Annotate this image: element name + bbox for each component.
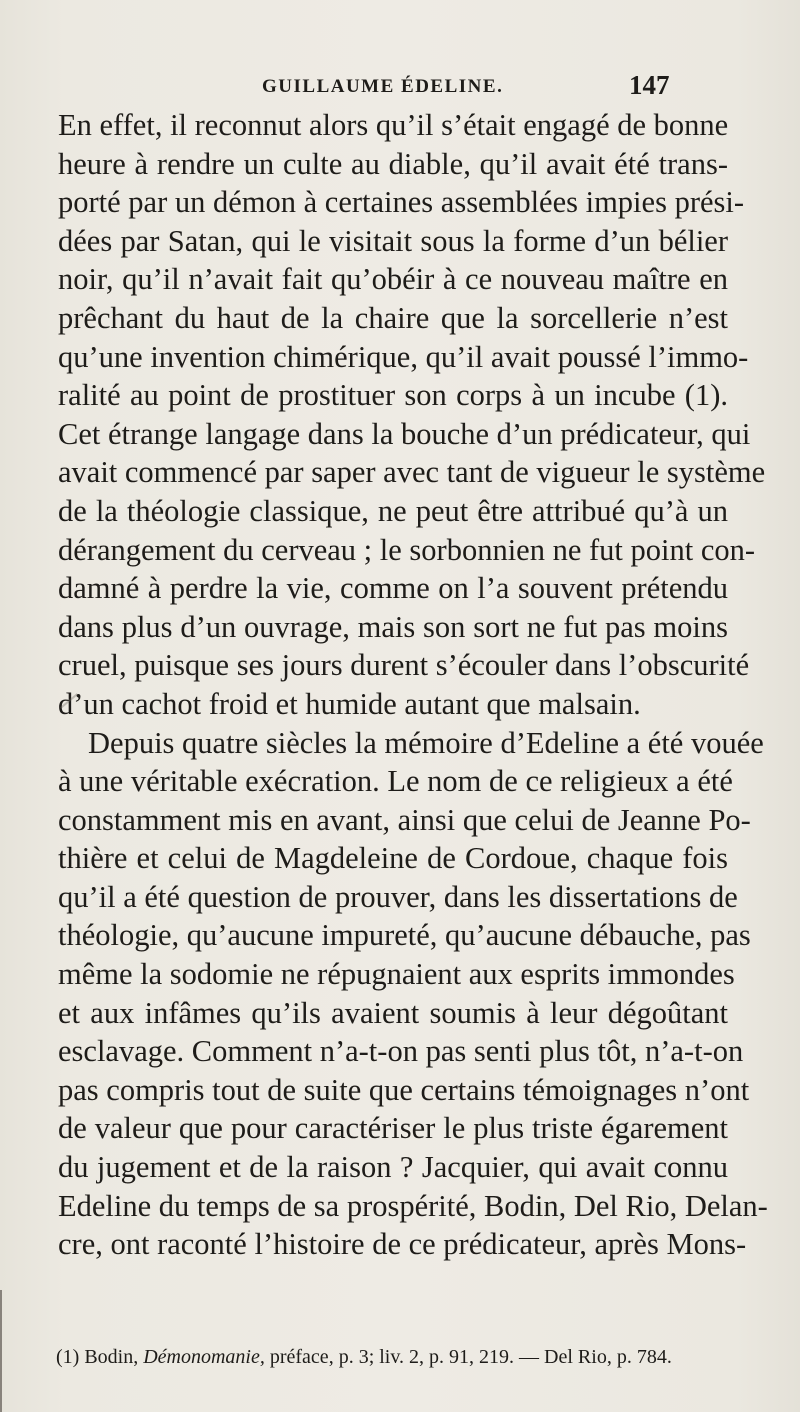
text-line: damné à perdre la vie, comme on l’a souvent prétendu (58, 571, 728, 606)
text-line: porté par un démon à certaines assemblées impies prési- (58, 185, 745, 220)
text-line: ralité au point de prostituer son corps à un incube (1). (58, 378, 728, 413)
text-line: de la théologie classique, ne peut être attribué qu’à un (58, 493, 728, 528)
text-line: avait commencé par saper avec tant de vigueur le système (58, 455, 766, 490)
text-line: noir, qu’il n’avait fait qu’obéir à ce nouveau maître en (58, 262, 728, 297)
text-line: qu’une invention chimérique, qu’il avait poussé l’immo- (58, 339, 749, 374)
text-line: même la sodomie ne répugnaient aux esprits immondes (58, 957, 735, 992)
text-line: et aux infâmes qu’ils avaient soumis à leur dégoûtant (58, 995, 728, 1030)
page-edge-shadow (0, 1290, 2, 1412)
text-line: heure à rendre un culte au diable, qu’il avait été trans- (58, 146, 728, 181)
text-line: d’un cachot froid et humide autant que malsain. (58, 686, 641, 721)
text-line: thière et celui de Magdeleine de Cordoue, chaque fois (58, 841, 728, 876)
text-line: du jugement et de la raison ? Jacquier, qui avait connu (58, 1150, 728, 1185)
footnote (56, 1346, 746, 1369)
text-line: théologie, qu’aucune impureté, qu’aucune débauche, pas (58, 918, 751, 953)
page-number: 147 (629, 70, 670, 100)
text-line: En effet, il reconnut alors qu’il s’était engagé de bonne (58, 108, 729, 142)
body-text (58, 106, 768, 1264)
text-line: dans plus d’un ouvrage, mais son sort ne fut pas moins (58, 609, 728, 644)
text-line: à une véritable exécration. Le nom de ce religieux a été (58, 764, 733, 799)
text-line: Edeline du temps de sa prospérité, Bodin, Del Rio, Delan- (58, 1188, 768, 1223)
text-line: Depuis quatre siècles la mémoire d’Edeline a été vouée (88, 725, 764, 760)
text-line: Cet étrange langage dans la bouche d’un prédicateur, qui (58, 416, 751, 451)
footnote-reference: préface, p. 3; liv. 2, p. 91, 219. — Del Rio, p. 784. (269, 1346, 672, 1368)
text-line: qu’il a été question de prouver, dans les dissertations de (58, 879, 738, 914)
text-line: esclavage. Comment n’a-t-on pas senti plus tôt, n’a-t-on (58, 1034, 744, 1069)
text-line: prêchant du haut de la chaire que la sorcellerie n’est (58, 300, 728, 335)
text-line: cruel, puisque ses jours durent s’écouler dans l’obscurité (58, 648, 750, 683)
footnote-marker: (1) Bodin, (56, 1346, 139, 1368)
text-line: de valeur que pour caractériser le plus triste égarement (58, 1111, 728, 1146)
text-line: constamment mis en avant, ainsi que celui de Jeanne Po- (58, 802, 751, 837)
text-line: dérangement du cerveau ; le sorbonnien ne fut point con- (58, 532, 756, 567)
text-line: dées par Satan, qui le visitait sous la forme d’un bélier (58, 223, 728, 258)
footnote-title: Démonomanie, (143, 1346, 265, 1368)
running-title: GUILLAUME ÉDELINE. (262, 76, 504, 97)
text-line: cre, ont raconté l’histoire de ce prédicateur, après Mons- (58, 1227, 747, 1262)
text-line: pas compris tout de suite que certains témoignages n’ont (58, 1072, 750, 1107)
